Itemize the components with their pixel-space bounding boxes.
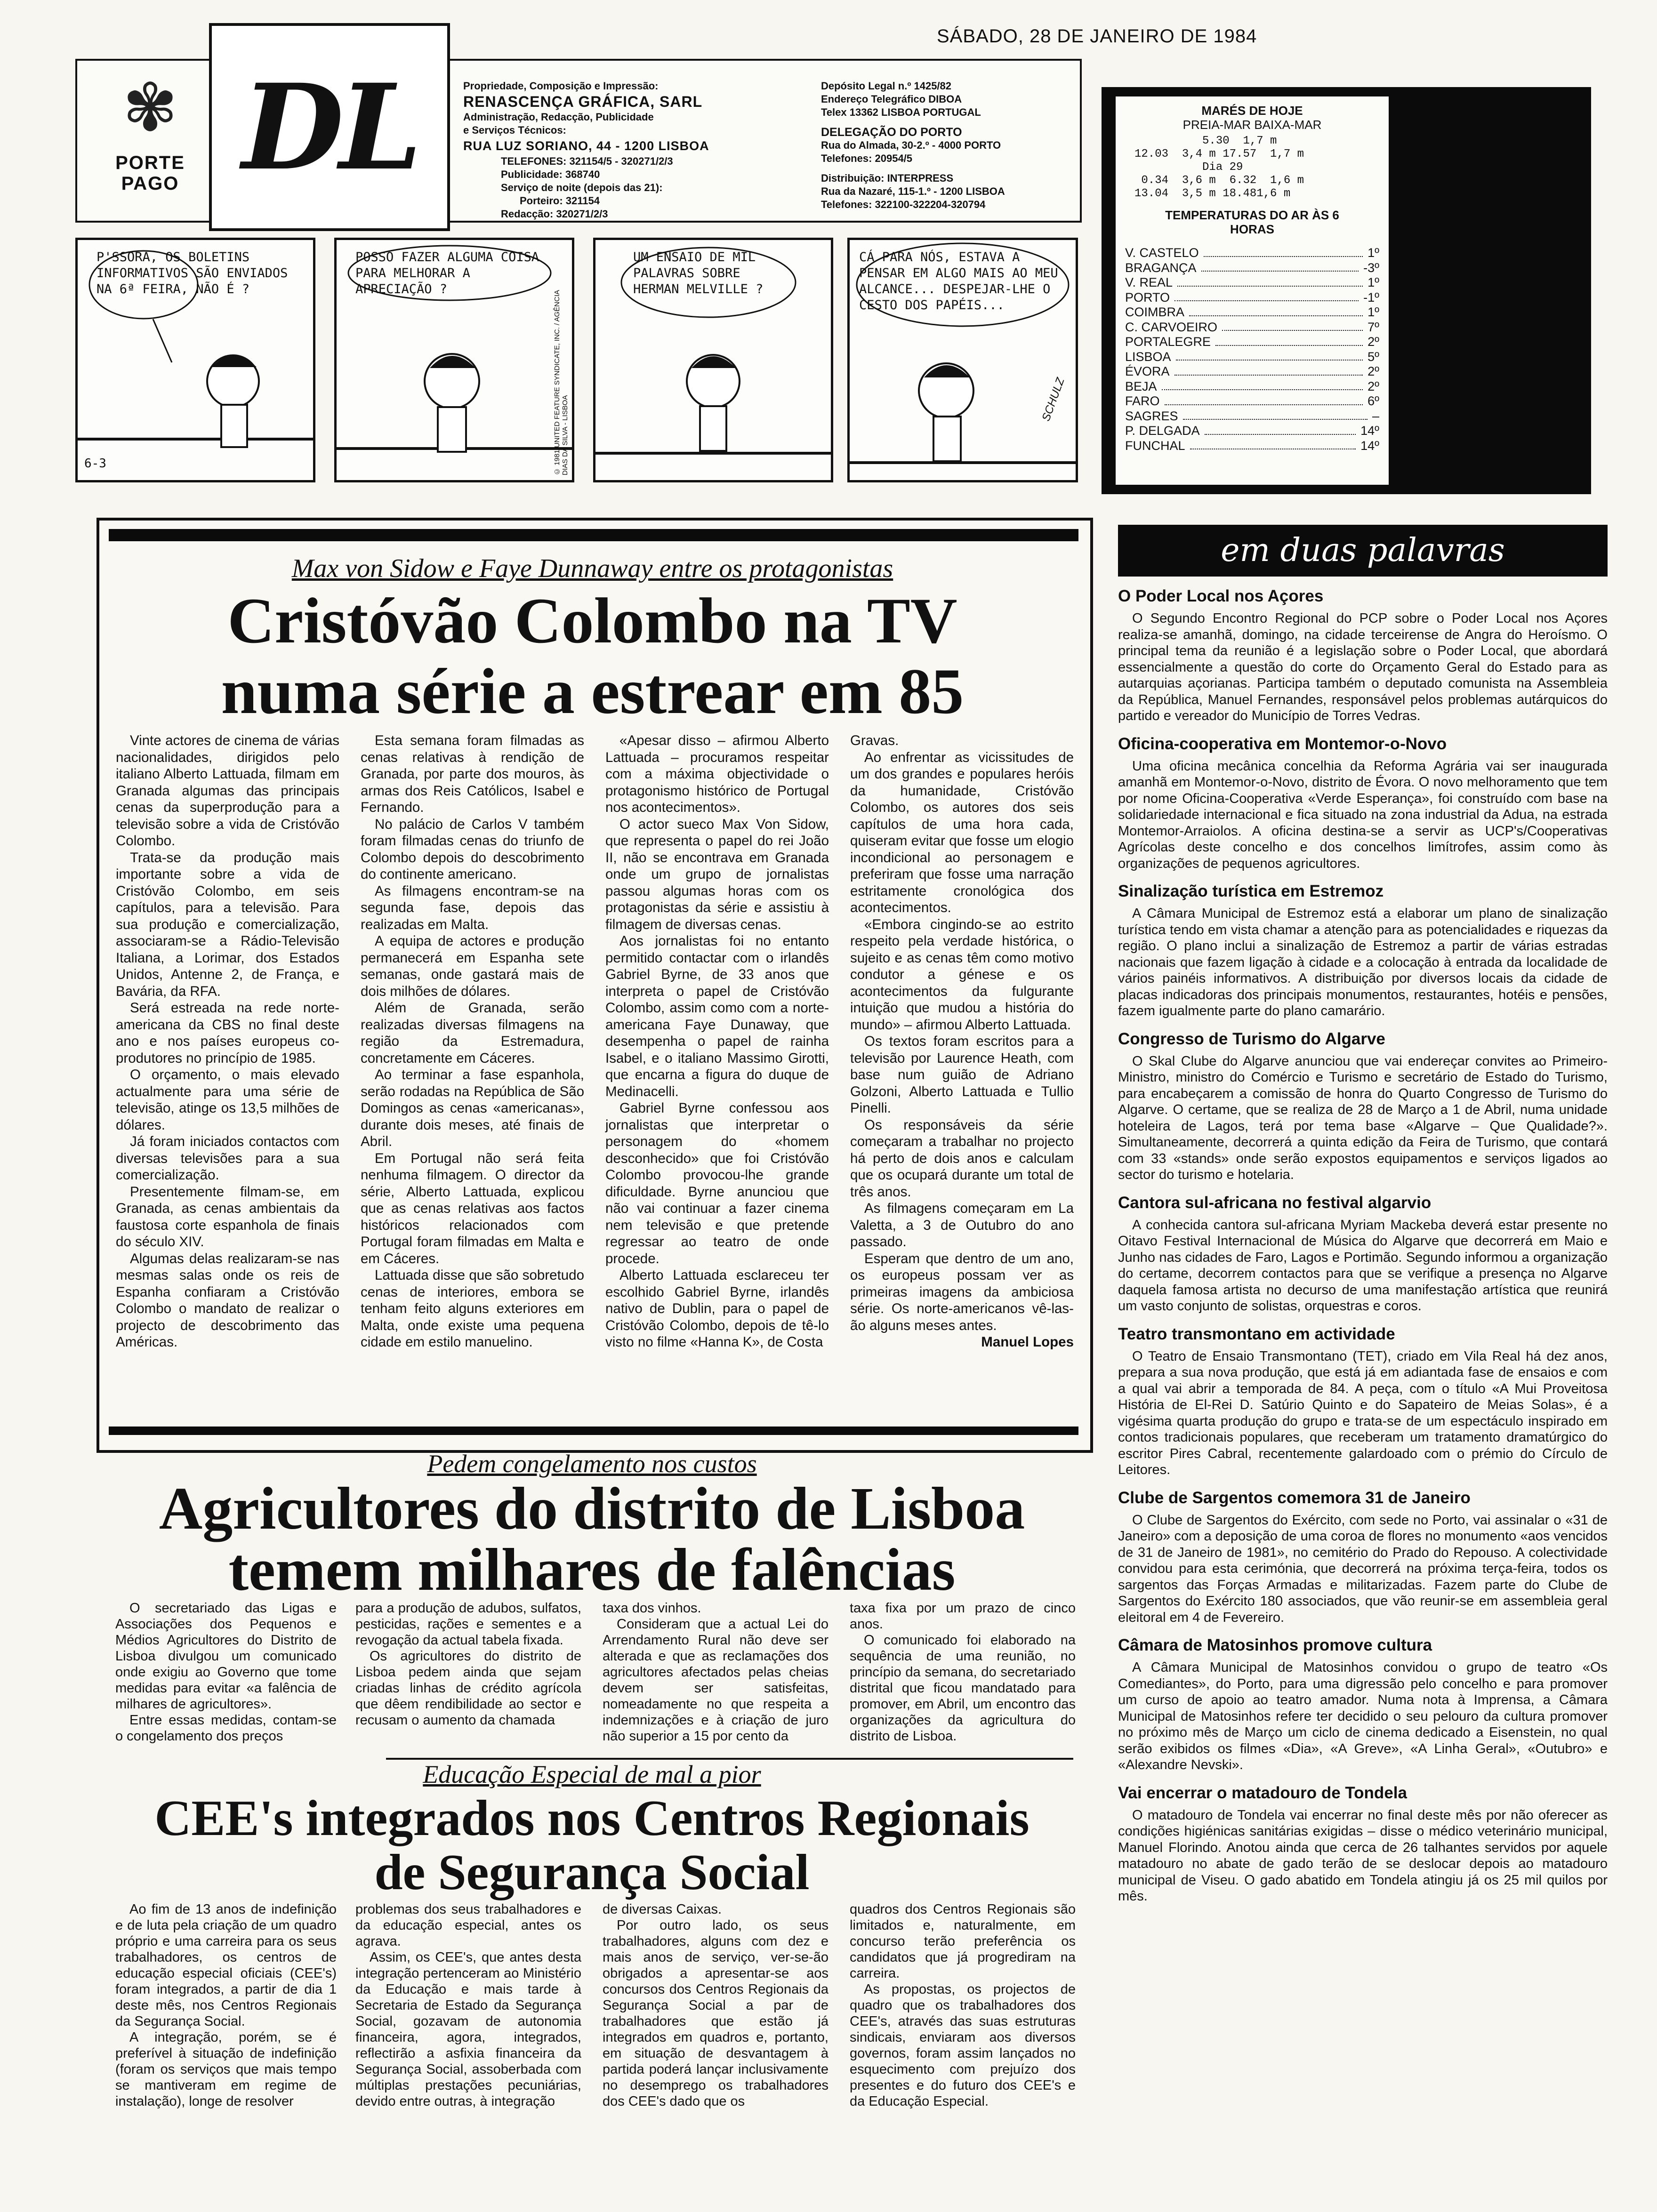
imprint-line: Telex 13362 LISBOA PORTUGAL xyxy=(821,106,981,118)
city-name: C. CARVOEIRO xyxy=(1125,320,1218,334)
dot-leader xyxy=(1201,261,1359,272)
brief-title: Cantora sul-africana no festival algarvio xyxy=(1118,1193,1432,1212)
comic-panel-2 xyxy=(334,238,574,482)
article3-col2 xyxy=(355,1901,581,2109)
temperature-row xyxy=(1125,261,1379,276)
paragraph: Alberto Lattuada esclareceu ter escolhido Gabriel Byrne, irlandês nativo de Dublin, para o papel de Cristóvão Colombo, depois de tê-lo visto no filme «Hanna K», de Costa xyxy=(605,1267,829,1350)
paragraph: Assim, os CEE's, que antes desta integração pertenceram ao Ministério da Educação e mais tarde à Secretaria de Estado da Segurança Social, gozavam de autonomia financeira, agora, integrados, reflectirão a asfixia financeira da Segurança Social, assoberbada com múltiplas prestações pecuniárias, devido entre outras, à integração xyxy=(355,1950,581,2109)
article3-col1 xyxy=(115,1901,337,2109)
city-name: COIMBRA xyxy=(1125,305,1185,319)
brief-text: A Câmara Municipal de Estremoz está a elaborar um plano de sinalização turística tendo em vista chamar a atenção para as potencialidades e riquezas da região. O plano inclui a sinalização de Estremoz a partir de várias estradas nacionais que fazem ligação à cidade e a colocação à entrada da localidade de vários painéis informativos. A distribuição por diversos locais da cidade de placas indicadoras dos principais monumentos, restaurantes, hotéis e pensões, fazem igualmente parte do plano camarário. xyxy=(1118,906,1608,1018)
briefs-list xyxy=(1118,587,1608,1905)
paragraph: Os responsáveis da série começaram a trabalhar no projecto há perto de dois anos e calculam que os ocupará durante um total de três anos. xyxy=(850,1117,1074,1200)
paragraph: As filmagens começaram em La Valetta, a 3 de Outubro do ano passado. xyxy=(850,1201,1074,1250)
comic-credit: © 1981 UNITED FEATURE SYNDICATE, INC. / AGÊNCIA DIAS DA SILVA - LISBOA xyxy=(553,290,569,475)
paragraph: A integração, porém, se é preferível à situação de indefinição (foram os serviços que mais tempo se mantiveram em regime de instalação), longe de resolver xyxy=(115,2030,337,2109)
date-line: SÁBADO, 28 DE JANEIRO DE 1984 xyxy=(937,26,1257,47)
paragraph: No palácio de Carlos V também foram filmadas cenas do triunfo de Colombo depois do descobrimento do continente americano. xyxy=(361,816,584,882)
paragraph: para a produção de adubos, sulfatos, pesticidas, rações e sementes e a revogação da actual tabela fixada. xyxy=(355,1601,581,1648)
article1-col1 xyxy=(116,732,339,1351)
temperature-row xyxy=(1125,439,1379,454)
logo-text: DL xyxy=(241,58,418,196)
temps-table xyxy=(1125,246,1379,453)
paragraph: «Embora cingindo-se ao estrito respeito pela verdade histórica, o sujeito e as cenas têm como motivo condutor a génese e os acontecimentos da fulgurante intuição que mudou a história do mundo» – afirmou Alberto Lattuada. xyxy=(850,916,1074,1033)
paragraph: Por outro lado, os seus trabalhadores, alguns com dez e mais anos de serviço, ver-se-ão obrigados a apresentar-se aos concursos dos Centros Regionais da Segurança Social a par de trabalhadores que estão já integrados em quadros e, portanto, em situação de desvantagem à partida poderá lançar inclusivamente no desemprego os trabalhadores dos CEE's dado que os xyxy=(603,1918,828,2109)
brief-text: O Teatro de Ensaio Transmontano (TET), criado em Vila Real há dez anos, prepara a sua nova produção, que está já em adiantada fase de ensaios e com a qual vai abrir a temporada de 84. A peça, com o título «A Mui Proveitosa História de El-Rei D. Satúrio Quinto e do Sapateiro de Meias Solas», é a vigésima quarta produção do grupo e trata-se de um espectáculo inspirado em contos tradicionais populares, que receberam um tratamento dramatúrgico do escritor Pires Cabral, recentemente galardoado com o prémio do Círculo de Leitores. xyxy=(1118,1348,1608,1477)
brief-title: Sinalização turística em Estremoz xyxy=(1118,882,1384,900)
imprint-line: Redacção: 320271/2/3 xyxy=(501,208,608,220)
speech-bubble: P'SSORA, OS BOLETINS INFORMATIVOS SÃO ENVIADOS NA 6ª FEIRA, NÃO É ? xyxy=(97,250,288,297)
temperature-value: 1º xyxy=(1367,275,1379,289)
tide-row: 5.30 1,7 m xyxy=(1134,135,1277,147)
temperature-row xyxy=(1125,320,1379,335)
imprint-line: TELEFONES: 321154/5 - 320271/2/3 xyxy=(501,155,673,167)
imprint-line: Publicidade: 368740 xyxy=(501,168,600,180)
temperature-value: -1º xyxy=(1363,290,1379,305)
paragraph: Entre essas medidas, contam-se o congelamento dos preços xyxy=(115,1713,337,1744)
article3-headline-2: de Segurança Social xyxy=(374,1844,810,1900)
imprint-line: Telefones: 322100-322204-320794 xyxy=(821,199,986,210)
temperature-value: 7º xyxy=(1367,320,1379,334)
brief-title: Congresso de Turismo do Algarve xyxy=(1118,1029,1385,1048)
paragraph: problemas dos seus trabalhadores e da educação especial, antes os agrava. xyxy=(355,1902,581,1949)
dot-leader xyxy=(1177,275,1363,287)
porte-pago-text: PORTE PAGO xyxy=(115,152,185,194)
paragraph: Esperam que dentro de um ano, os europeus possam ver as primeiras imagens da ambiciosa série. Os norte-americanos vê-las-ão alguns meses antes. xyxy=(850,1250,1074,1333)
temperature-row xyxy=(1125,350,1379,365)
imprint-line: Propriedade, Composição e Impressão: xyxy=(463,80,659,92)
temperature-value: 14º xyxy=(1360,438,1379,453)
porte-pago-stamp xyxy=(87,72,214,209)
comic-panel-3 xyxy=(593,238,833,482)
artist-signature: SCHULZ xyxy=(1039,376,1067,423)
article1-col4 xyxy=(850,732,1074,1351)
dot-leader xyxy=(1189,305,1363,316)
brief-title: Clube de Sargentos comemora 31 de Janeiro xyxy=(1118,1488,1471,1507)
paragraph: A equipa de actores e produção permanecerá em Espanha sete semanas, onde gastará mais de dois milhões de dólares. xyxy=(361,933,584,999)
temperature-row xyxy=(1125,424,1379,439)
paragraph: Trata-se da produção mais importante sobre a vida de Cristóvão Colombo, em seis capítulos, para a televisão. Para sua produção e comercialização, associaram-se a Rádio-Televisão Italiana, a Lorimar, dos Estados Unidos, Antenne 2, de França, e Bavária, da RFA. xyxy=(116,850,339,999)
article2-col3 xyxy=(603,1600,828,1744)
article1-col2 xyxy=(361,732,584,1351)
temperature-value: 2º xyxy=(1367,379,1379,393)
temperature-row xyxy=(1125,394,1379,409)
imprint-line: Porteiro: 321154 xyxy=(520,195,600,207)
article2-col4 xyxy=(850,1600,1076,1744)
paragraph: Esta semana foram filmadas as cenas relativas à rendição de Granada, por parte dos mouros, às armas dos Reis Católicos, Isabel e Fernando. xyxy=(361,733,584,815)
paragraph: Aos jornalistas foi no entanto permitido contactar com o irlandês Gabriel Byrne, de 33 anos que interpreta o papel de Cristóvão Colombo, assim como com a norte-americana Faye Dunaway, que desempenha o papel de rainha Isabel, e o italiano Massimo Girotti, que encarna a figura do duque de Medinacelli. xyxy=(605,933,829,1099)
paragraph: Gabriel Byrne confessou aos jornalistas que interpretar o personagem do «homem desconhecido» que foi Cristóvão Colombo provocou-lhe grande dificuldade. Byrne anunciou que não vai continuar a fazer cinema nem televisão e que pretende regressar ao teatro de onde procede. xyxy=(605,1100,829,1266)
temperature-value: – xyxy=(1372,409,1379,423)
dot-leader xyxy=(1190,439,1356,450)
peppermint-patty-drawing xyxy=(337,240,572,480)
temps-title: TEMPERATURAS DO AR ÀS 6 HORAS xyxy=(1165,208,1339,236)
city-name: P. DELGADA xyxy=(1125,424,1200,438)
city-name: PORTALEGRE xyxy=(1125,335,1211,349)
temperature-value: 6º xyxy=(1367,394,1379,408)
imprint-line: RENASCENÇA GRÁFICA, SARL xyxy=(463,93,703,110)
briefs-column xyxy=(1118,525,1608,1905)
imprint-line: RUA LUZ SORIANO, 44 - 1200 LISBOA xyxy=(463,139,709,153)
brief-text: O Clube de Sargentos do Exército, com sede no Porto, vai assinalar o «31 de Janeiro» com a deposição de uma coroa de flores no monumento «aos vencidos de 31 de Janeiro de 1981», no cemitério do Prado do Repouso. A colectividade convidou para esta cerimónia, que decorrerá na próxima terça-feira, todos os sargentos das Forças Armadas e militarizadas. Fazem parte do Clube de Sargentos do Exército 180 associados, que vão reunir-se em assembleia geral eleitoral em 4 de Fevereiro. xyxy=(1118,1512,1608,1625)
brief-title: O Poder Local nos Açores xyxy=(1118,587,1324,605)
tides-table xyxy=(1134,135,1379,200)
temperature-value: 2º xyxy=(1367,335,1379,349)
article3-kicker: Educação Especial de mal a pior xyxy=(423,1760,761,1788)
brief-text: A conhecida cantora sul-africana Myriam Mackeba deverá estar presente no Oitavo Festival Internacional de Música do Algarve que decorrerá em Maio e Junho nas cidades de Faro, Lagos e Portimão. Segundo informou a organização do certame, decorrem contactos para que se verifique a presença no Algarve daquela famosa artista no decurso de uma manifestação artística que reunirá um vasto conjunto de solistas, orquestras e coros. xyxy=(1118,1217,1608,1314)
paragraph: Os agricultores do distrito de Lisboa pedem ainda que sejam criadas linhas de crédito agrícola que dêem rendibilidade ao sector e recusam o aumento da chamada xyxy=(355,1649,581,1728)
dot-leader xyxy=(1183,409,1367,420)
paragraph: taxa dos vinhos. xyxy=(603,1601,701,1616)
paragraph: Os textos foram escritos para a televisão por Laurence Heath, com base num guião de Adriano Golzoni, Alberto Lattuada e Tullio Pinelli. xyxy=(850,1034,1074,1116)
dot-leader xyxy=(1165,394,1363,405)
article1-headline-2: numa série a estrear em 85 xyxy=(221,655,964,727)
peppermint-patty-drawing xyxy=(595,240,831,480)
paragraph: Lattuada disse que são sobretudo cenas de interiores, embora se tenham feito alguns exteriores em Malta, onde existe uma pequena cidade em estilo manuelino. xyxy=(361,1267,584,1350)
temperature-row xyxy=(1125,364,1379,379)
city-name: FUNCHAL xyxy=(1125,438,1185,453)
paragraph: Algumas delas realizaram-se nas mesmas salas onde os reis de Espanha confiaram a Cristóvão Colombo o mandato de realizar o projecto de descobrimento das Américas. xyxy=(116,1250,339,1350)
article1-kicker: Max von Sidow e Faye Dunnaway entre os protagonistas xyxy=(291,554,893,583)
byline: Manuel Lopes xyxy=(981,1334,1074,1350)
article2-col1 xyxy=(115,1600,337,1744)
temperature-row xyxy=(1125,275,1379,290)
imprint-line: e Serviços Técnicos: xyxy=(463,124,566,136)
temperature-value: 1º xyxy=(1367,246,1379,260)
imprint-line: Rua da Nazaré, 115-1.º - 1200 LISBOA xyxy=(821,185,1005,197)
temperature-row xyxy=(1125,246,1379,261)
brief-text: O matadouro de Tondela vai encerrar no final deste mês por não oferecer as condições higiénicas sanitárias exigidas – disse o médico veterinário municipal, Manuel Florindo. Anotou ainda que cerca de 26 talhantes servidos por aquele matadouro no abate de gado terão de se deslocar depois ao matadouro municipal de Viseu. O gado abatido em Tondela atingiu já os 25 mil quilos por mês. xyxy=(1118,1807,1608,1904)
article2-headline-2: temem milhares de falências xyxy=(228,1536,956,1603)
city-name: BRAGANÇA xyxy=(1125,260,1197,275)
imprint-line: Endereço Telegráfico DIBOA xyxy=(821,93,962,105)
imprint-line: Administração, Redacção, Publicidade xyxy=(463,111,654,123)
temperature-row xyxy=(1125,409,1379,424)
dot-leader xyxy=(1174,364,1363,376)
article3-headline-1: CEE's integrados nos Centros Regionais xyxy=(154,1790,1030,1846)
comic-panel-4 xyxy=(847,238,1078,482)
paragraph: As filmagens encontram-se na segunda fase, depois das realizadas em Malta. xyxy=(361,883,584,932)
article2-headline-1: Agricultores do distrito de Lisboa xyxy=(159,1475,1025,1542)
comic-strip xyxy=(75,238,1078,482)
tides-subtitle: PREIA-MAR BAIXA-MAR xyxy=(1182,118,1322,132)
emblem-icon: ✾ xyxy=(122,71,178,144)
paragraph: O comunicado foi elaborado na sequência de uma reunião, no princípio da semana, do secretariado distrital que ficou mandatado para promover, em Abril, um encontro das organizações da agricultura do distrito de Lisboa. xyxy=(850,1633,1076,1744)
dot-leader xyxy=(1162,379,1363,391)
paragraph: As propostas, os projectos de quadro que os trabalhadores dos CEE's, através das suas estruturas sindicais, enviaram aos diversos governos, foram assim lançados no esquecimento com prejuízo dos presentes e do futuro dos CEE's e da Educação Especial. xyxy=(850,1982,1076,2109)
dot-leader xyxy=(1174,290,1359,302)
imprint-line: Distribuição: INTERPRESS xyxy=(821,172,954,184)
top-rule xyxy=(109,529,1078,541)
newspaper-logo xyxy=(209,23,450,231)
paragraph: Gravas. xyxy=(850,733,899,748)
article-cristovao-colombo xyxy=(97,518,1093,1453)
city-name: FARO xyxy=(1125,394,1160,408)
paragraph: Será estreada na rede norte-americana da CBS no final deste ano e nos países europeus co-produtores no princípio de 1985. xyxy=(116,1000,339,1066)
tides-title: MARÉS DE HOJE xyxy=(1201,104,1303,118)
imprint-line: Rua do Almada, 30-2.º - 4000 PORTO xyxy=(821,139,1001,151)
paragraph: Ao enfrentar as vicissitudes de um dos grandes e populares heróis da humanidade, Cristóvão Colombo, os autores dos seis capítulos de uma hora cada, quiseram evitar que fosse um elogio incondicional ao personagem e preferiram que fosse uma narração estritamente cronológica dos acontecimentos. xyxy=(850,749,1074,915)
brief-title: Oficina-cooperativa em Montemor-o-Novo xyxy=(1118,734,1447,753)
paragraph: Além de Granada, serão realizadas diversas filmagens na região da Estremadura, concretamente em Cáceres. xyxy=(361,1000,584,1066)
separator-rule xyxy=(386,1758,1073,1760)
weather-panel xyxy=(1116,96,1389,485)
brief-title: Teatro transmontano em actividade xyxy=(1118,1324,1395,1343)
paragraph: quadros dos Centros Regionais são limitados e, naturalmente, em concurso terão preferência os candidatos que já progrediram na carreira. xyxy=(850,1902,1076,1981)
article1-headline-1: Cristóvão Colombo na TV xyxy=(227,585,957,657)
tide-row: 12.03 3,4 m 17.57 1,7 m xyxy=(1134,148,1304,160)
tide-row: Dia 29 xyxy=(1134,161,1243,174)
briefs-banner: em duas palavras xyxy=(1118,525,1608,577)
paragraph: Em Portugal não será feita nenhuma filmagem. O director da série, Alberto Lattuada, explicou que as cenas relativas aos factos históricos relacionados com Portugal foram filmadas em Malta e em Cáceres. xyxy=(361,1150,584,1266)
temperature-row xyxy=(1125,305,1379,320)
paragraph: Ao fim de 13 anos de indefinição e de luta pela criação de um quadro próprio e uma carreira para os seus trabalhadores, os centros de educação especial oficiais (CEE's) foram integrados, a partir de dia 1 deste mês, nos Centros Regionais da Segurança Social. xyxy=(115,1902,337,2029)
paragraph: Já foram iniciados contactos com diversas televisões para a sua comercialização. xyxy=(116,1134,339,1183)
city-name: ÉVORA xyxy=(1125,364,1170,378)
temperature-value: 1º xyxy=(1367,305,1379,319)
imprint-line: Depósito Legal n.º 1425/82 xyxy=(821,80,952,92)
bottom-rule xyxy=(109,1427,1078,1435)
paragraph: «Apesar disso – afirmou Alberto Lattuada – procuramos respeitar com a máxima objectividade o protagonismo histórico de Portugal nos acontecimentos». xyxy=(605,733,829,815)
speech-bubble: UM ENSAIO DE MIL PALAVRAS SOBRE HERMAN MELVILLE ? xyxy=(633,250,764,297)
imprint-line: DELEGAÇÃO DO PORTO xyxy=(821,126,962,139)
city-name: LISBOA xyxy=(1125,349,1171,364)
brief-title: Câmara de Matosinhos promove cultura xyxy=(1118,1636,1432,1654)
city-name: SAGRES xyxy=(1125,409,1178,423)
imprint-line: Telefones: 20954/5 xyxy=(821,152,913,164)
city-name: BEJA xyxy=(1125,379,1157,393)
peppermint-patty-drawing xyxy=(78,240,313,480)
tide-row: 0.34 3,6 m 6.32 1,6 m xyxy=(1134,174,1304,187)
article1-col3 xyxy=(605,732,829,1351)
temperature-value: 5º xyxy=(1367,349,1379,364)
article3-col4 xyxy=(850,1901,1076,2109)
temperature-row xyxy=(1125,290,1379,305)
paragraph: O orçamento, o mais elevado actualmente para uma série de televisão, atinge os 13,5 milhões de dólares. xyxy=(116,1067,339,1133)
temperature-value: -3º xyxy=(1363,260,1379,275)
dot-leader xyxy=(1204,246,1363,257)
speech-bubble: POSSO FAZER ALGUMA COISA PARA MELHORAR A APRECIAÇÃO ? xyxy=(355,250,539,297)
paragraph: O actor sueco Max Von Sidow, que representa o papel do rei João II, não se encontrava em Granada onde um grupo de jornalistas passou algumas horas com os protagonistas da série e assistiu à filmagem de diversas cenas. xyxy=(605,816,829,932)
paragraph: Consideram que a actual Lei do Arrendamento Rural não deve ser alterada e que as reclamações dos agricultores afectados pelas cheias devem ser satisfeitas, nomeadamente no que respeita a indemnizações e à criação de juro não superior a 15 por cento da xyxy=(603,1617,828,1744)
comic-panel-1 xyxy=(75,238,315,482)
imprint-col1 xyxy=(463,80,746,221)
dot-leader xyxy=(1176,350,1363,361)
weather-box xyxy=(1102,87,1591,494)
temperature-value: 14º xyxy=(1360,424,1379,438)
dot-leader xyxy=(1222,320,1363,331)
article2-kicker: Pedem congelamento nos custos xyxy=(427,1450,757,1478)
temperature-row xyxy=(1125,379,1379,394)
paragraph: Ao terminar a fase espanhola, serão rodadas na República de São Domingos as cenas «americanas», durante dois meses, até finais de Abril. xyxy=(361,1067,584,1149)
temperature-row xyxy=(1125,335,1379,350)
tide-row: 13.04 3,5 m 18.481,6 m xyxy=(1134,187,1291,200)
paragraph: de diversas Caixas. xyxy=(603,1902,722,1917)
imprint-col2 xyxy=(821,80,1042,211)
strip-date-mark: 6-3 xyxy=(84,457,106,471)
imprint-line: Serviço de noite (depois das 21): xyxy=(501,182,663,193)
speech-bubble: CÁ PARA NÓS, ESTAVA A PENSAR EM ALGO MAIS AO MEU ALCANCE... DESPEJAR-LHE O CESTO DOS PAPÉIS... xyxy=(859,250,1058,313)
paragraph: O secretariado das Ligas e Associações dos Pequenos e Médios Agricultores do Distrito de Lisboa divulgou um comunicado onde exigiu ao Governo que tome medidas para evitar «a falência de milhares de agricultores». xyxy=(115,1601,337,1712)
brief-title: Vai encerrar o matadouro de Tondela xyxy=(1118,1783,1407,1802)
paragraph: Vinte actores de cinema de várias nacionalidades, dirigidos pelo italiano Alberto Lattuada, filmam em Granada algumas das principais cenas da superprodução para a televisão sobre a vida de Cristóvão Colombo. xyxy=(116,733,339,849)
masthead xyxy=(75,59,1082,223)
brief-text: O Segundo Encontro Regional do PCP sobre o Poder Local nos Açores realiza-se amanhã, domingo, na cidade terceirense de Angra do Heroísmo. O principal tema da reunião é a legislação sobre o Poder Local, que abordará essencialmente a questão do corte do Orçamento Geral do Estado para as autarquias açorianas. Participa também o deputado comunista na Assembleia da República, Manuel Fernandes, responsável pelos problemas autárquicos do partido e vereador do Município de Torres Vedras. xyxy=(1118,611,1608,723)
temperature-value: 2º xyxy=(1367,364,1379,378)
city-name: V. REAL xyxy=(1125,275,1173,289)
article2-col2 xyxy=(355,1600,581,1728)
brief-text: O Skal Clube do Algarve anunciou que vai endereçar convites ao Primeiro-Ministro, ministro do Comércio e Turismo e secretário de Estado do Turismo, para encabeçarem a comissão de honra do Quarto Congresso de Turismo do Algarve. O certame, que se realiza de 28 de Março a 1 de Abril, numa unidade hoteleira de Lagos, terá por tema base «Algarve – Que Qualidade?». Simultaneamente, decorrerá a quinta edição da Feira de Turismo, que contará com 33 «stands» onde serão expostos equipamentos e serviços ligados ao sector do turismo e hotelaria. xyxy=(1118,1053,1608,1182)
brief-text: Uma oficina mecânica concelhia da Reforma Agrária vai ser inaugurada amanhã em Montemor-o-Novo, distrito de Évora. O novo melhoramento que tem por nome Oficina-Cooperativa «Verde Esperança», foi construído com base na solidariedade internacional e fica situado na zona industrial da Adua, na estrada Montemor-Arraiolos. A oficina destina-se a servir as UCP's/Cooperativas Agrícolas deste concelho e dos concelhos limítrofes, assim como às organizações de pequenos agricultores. xyxy=(1118,758,1608,871)
paragraph: Presentemente filmam-se, em Granada, as cenas ambientais da faustosa corte espanhola de finais do século XIV. xyxy=(116,1184,339,1250)
dot-leader xyxy=(1205,424,1356,435)
brief-text: A Câmara Municipal de Matosinhos convidou o grupo de teatro «Os Comediantes», do Porto, para uma digressão pelo concelho e para promover um curso de apoio ao teatro amador. Numa nota à Imprensa, a Câmara Municipal de Matosinhos refere ter decidido o seu pelouro da cultura promover no próximo mês de Março um ciclo de cinema dedicado a Eisenstein, no qual serão exibidos os filmes «Dia», «A Greve», «A Linha Geral», «Outubro» e «Alexandre Nevski». xyxy=(1118,1660,1608,1772)
peppermint-patty-drawing xyxy=(850,240,1076,480)
article3-col3 xyxy=(603,1901,828,2109)
city-name: V. CASTELO xyxy=(1125,246,1199,260)
dot-leader xyxy=(1215,335,1363,346)
city-name: PORTO xyxy=(1125,290,1170,305)
paragraph: taxa fixa por um prazo de cinco anos. xyxy=(850,1601,1076,1632)
